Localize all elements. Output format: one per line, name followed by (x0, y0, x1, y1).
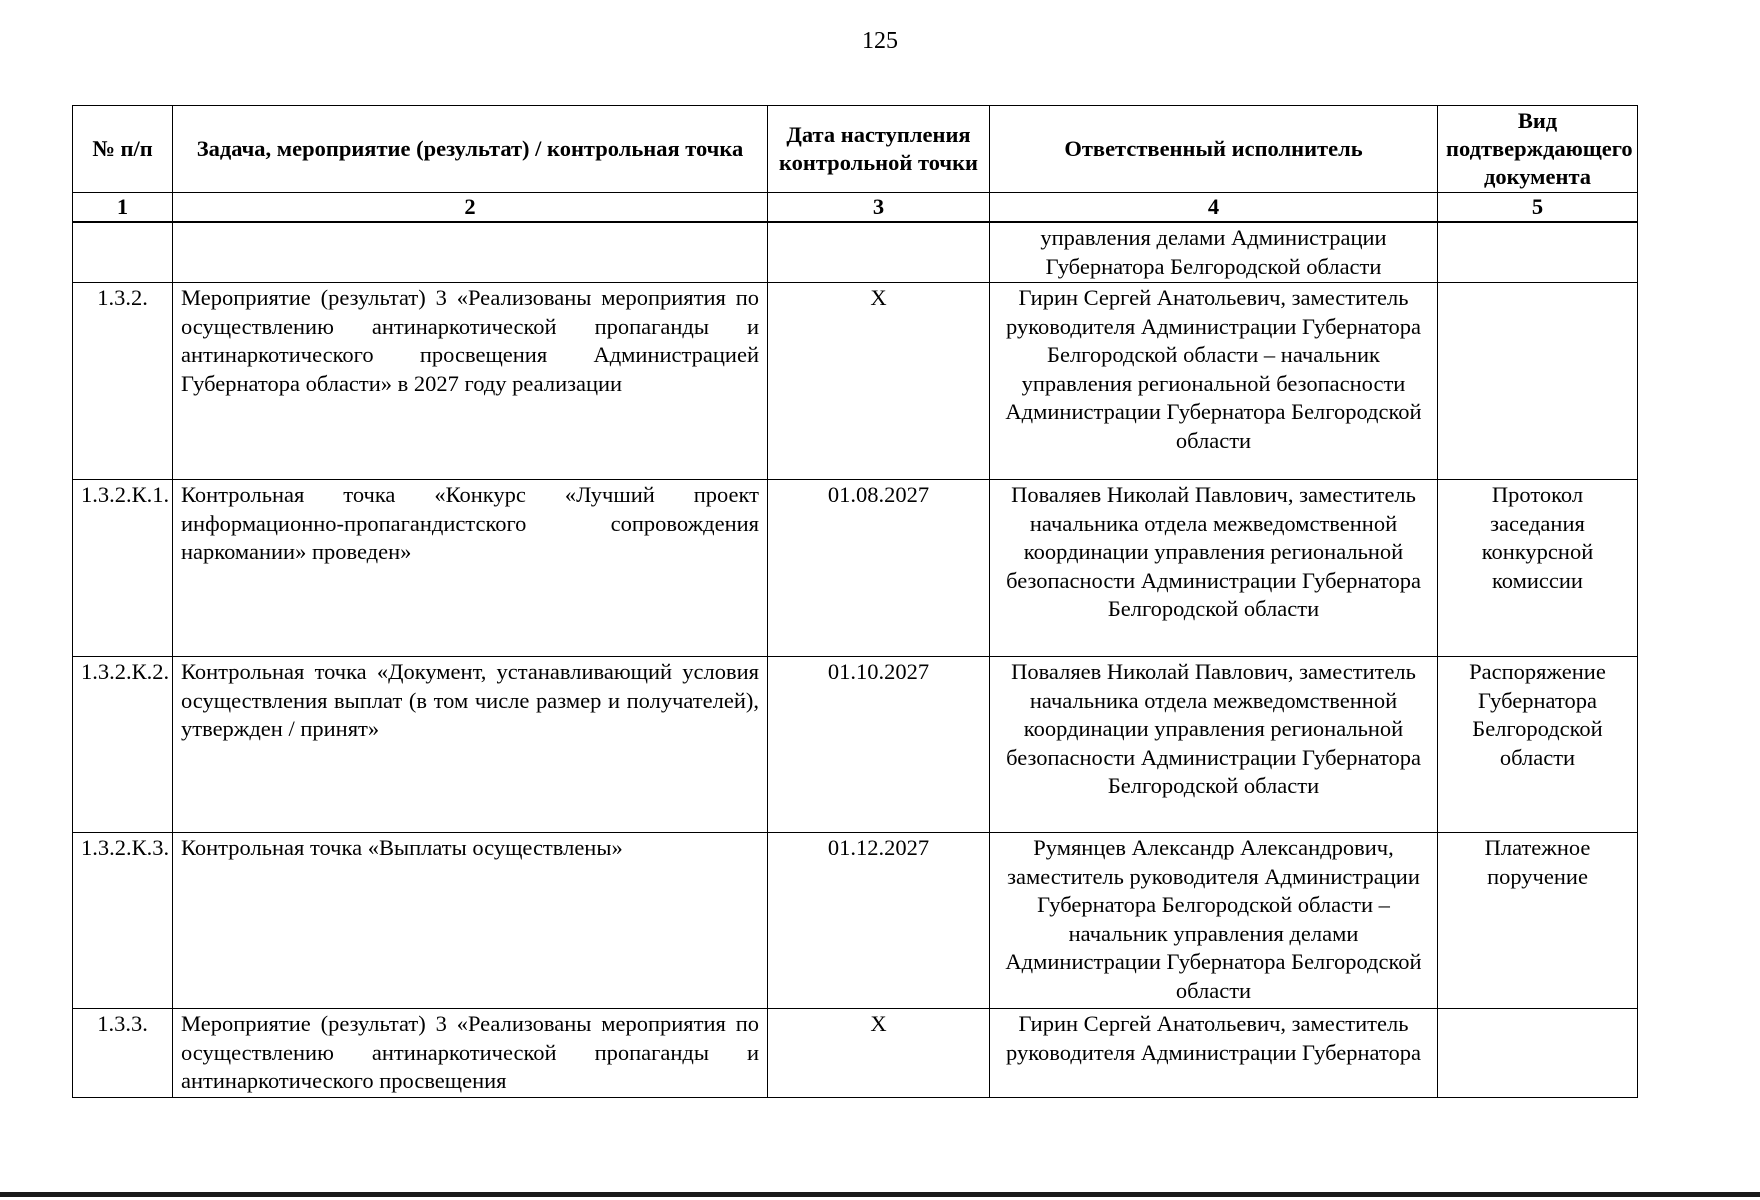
header-number: № п/п (73, 106, 173, 193)
table-row (73, 1009, 1638, 1098)
row-executor: Румянцев Александр Александрович, заместитель руководителя Администрации Губернатора Белгородской области – начальник управления делами Администрации Губернатора Белгородской области (990, 833, 1438, 1009)
row-executor: Гирин Сергей Анатольевич, заместитель руководителя Администрации Губернатора (990, 1009, 1438, 1098)
bottom-scan-edge (0, 1192, 1760, 1197)
column-number: 1 (73, 193, 173, 223)
header-document: Вид подтверждающего документа (1438, 106, 1638, 193)
header-row (73, 106, 1638, 193)
row-document: Распоряжение Губернатора Белгородской области (1438, 657, 1638, 833)
row-date: X (768, 1009, 990, 1098)
row-number: 1.3.2. (73, 283, 173, 480)
plan-table (72, 105, 1638, 1098)
row-date: 01.08.2027 (768, 480, 990, 657)
column-number-row (73, 193, 1638, 223)
column-number: 4 (990, 193, 1438, 223)
row-date: 01.12.2027 (768, 833, 990, 1009)
row-executor: управления делами Администрации Губернатора Белгородской области (990, 222, 1438, 283)
row-task: Мероприятие (результат) 3 «Реализованы мероприятия по осуществлению антинаркотической пропаганды и антинаркотического просвещения (173, 1009, 768, 1098)
table-row (73, 283, 1638, 480)
table-row (73, 657, 1638, 833)
table-row (73, 480, 1638, 657)
row-task: Контрольная точка «Выплаты осуществлены» (173, 833, 768, 1009)
row-document (1438, 222, 1638, 283)
page-number: 125 (862, 28, 898, 54)
row-executor: Поваляев Николай Павлович, заместитель начальника отдела межведомственной координации управления региональной безопасности Администрации Губернатора Белгородской области (990, 657, 1438, 833)
row-executor: Поваляев Николай Павлович, заместитель начальника отдела межведомственной координации управления региональной безопасности Администрации Губернатора Белгородской области (990, 480, 1438, 657)
row-number: 1.3.3. (73, 1009, 173, 1098)
row-number: 1.3.2.К.1. (73, 480, 173, 657)
column-number: 2 (173, 193, 768, 223)
row-task (173, 222, 768, 283)
row-task: Контрольная точка «Документ, устанавливающий условия осуществления выплат (в том числе размер и получателей), утвержден / принят» (173, 657, 768, 833)
row-document: Протокол заседания конкурсной комиссии (1438, 480, 1638, 657)
row-document (1438, 283, 1638, 480)
row-number: 1.3.2.К.3. (73, 833, 173, 1009)
row-date: X (768, 283, 990, 480)
row-number: 1.3.2.К.2. (73, 657, 173, 833)
row-executor: Гирин Сергей Анатольевич, заместитель руководителя Администрации Губернатора Белгородской области – начальник управления региональной безопасности Администрации Губернатора Белгородской области (990, 283, 1438, 480)
table-row (73, 222, 1638, 283)
row-document (1438, 1009, 1638, 1098)
row-task: Мероприятие (результат) 3 «Реализованы мероприятия по осуществлению антинаркотической пропаганды и антинаркотического просвещения Администрацией Губернатора области» в 2027 году реализации (173, 283, 768, 480)
row-task: Контрольная точка «Конкурс «Лучший проект информационно-пропагандистского сопровождения наркомании» проведен» (173, 480, 768, 657)
row-document: Платежное поручение (1438, 833, 1638, 1009)
row-number (73, 222, 173, 283)
header-date: Дата наступления контрольной точки (768, 106, 990, 193)
header-task: Задача, мероприятие (результат) / контрольная точка (173, 106, 768, 193)
column-number: 3 (768, 193, 990, 223)
table-row (73, 833, 1638, 1009)
header-executor: Ответственный исполнитель (990, 106, 1438, 193)
row-date: 01.10.2027 (768, 657, 990, 833)
row-date (768, 222, 990, 283)
column-number: 5 (1438, 193, 1638, 223)
